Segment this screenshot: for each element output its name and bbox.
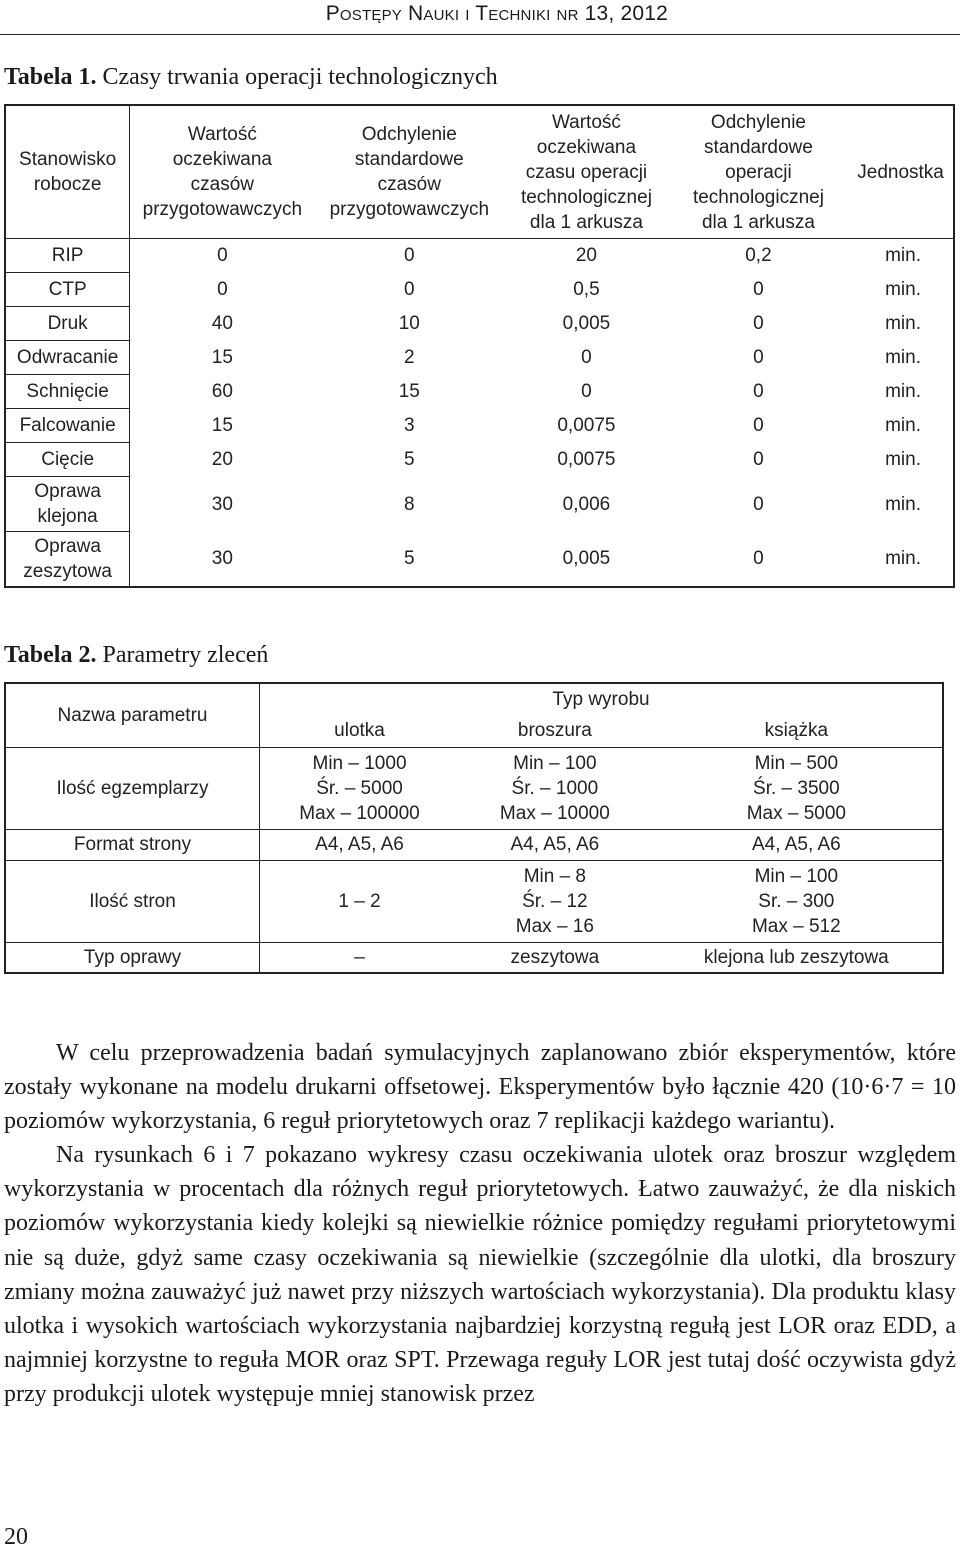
table1-cell: 0 (753, 347, 764, 368)
table1-row-label: Oprawa klejona (5, 477, 130, 532)
table1-row-label: Schnięcie (5, 375, 130, 409)
table1-cell: min. (885, 279, 921, 300)
table2-cell: Min – 500 Śr. – 3500 Max – 5000 (651, 747, 943, 829)
table1-cell: 2 (404, 347, 415, 368)
table2 (4, 682, 944, 974)
table1-cell: min. (885, 381, 921, 402)
table1-cell: 0,2 (669, 239, 848, 273)
body-paragraph: W celu przeprowadzenia badań symulacyjnych zaplanowano zbiór eksperymentów, które zostały wykonane na modelu drukarni offsetowej. Eksperymentów było łącznie 420 (10·6·7 = 10 poziomów wykorzystania, 6 reguł priorytetowych oraz 7 replikacji każdego wariantu). (4, 1040, 956, 1135)
running-head: Postępy Nauki i Techniki nr 13, 2012 (325, 2, 668, 25)
table1-row-label: Oprawa zeszytowa (5, 532, 130, 588)
header-rule (0, 34, 960, 35)
table1-cell: 30 (211, 493, 233, 515)
table1-cell: 0 (753, 493, 764, 515)
table2-cell: A4, A5, A6 (260, 829, 460, 860)
table2-cell: Min – 100 Śr. – 1000 Max – 10000 (459, 747, 651, 829)
table1-cell: 0 (314, 239, 504, 273)
table2-type-broszura: broszura (459, 715, 651, 747)
body-paragraph: Na rysunkach 6 i 7 pokazano wykresy czasu oczekiwania ulotek oraz broszur względem wykorzystania w procentach dla różnych reguł priorytetowych. Łatwo zauważyć, że dla niskich poziomów wykorzystania kiedy kolejki są niewielkie różnice pomiędzy regułami priorytetowymi nie są duże, gdyż same czasy oczekiwania są niewielkie (szczególnie dla ulotki, dla broszury zmiany można zauważyć już nawet przy niższych wartościach wykorzystania). Dla produktu klasy ulotka i wysokich wartościach wykorzystania najbardziej korzystną regułą jest LOR oraz EDD, a najmniej korzystne to reguła MOR oraz SPT. Przewaga reguły LOR jest tutaj dość oczywista gdyż przy produkcji ulotek występuje mniej stanowisk przez (4, 1142, 956, 1407)
table1-cell: 15 (398, 381, 420, 402)
table1-header-cell: Wartość oczekiwana czasu operacji technologicznej dla 1 arkusza (520, 111, 652, 233)
table2-param-header: Nazwa parametru (5, 683, 260, 747)
table1-cell: 40 (211, 313, 233, 334)
table1-header-cell: Odchylenie standardowe czasów przygotowawczych (329, 124, 490, 220)
table1-row (5, 477, 954, 532)
table1-cell: min. (885, 347, 921, 368)
table2-caption-text: Parametry zleceń (102, 642, 269, 668)
table1-cell: 0 (753, 415, 764, 436)
table2-row-name: Typ oprawy (5, 942, 260, 973)
table1-cell: 20 (504, 239, 669, 273)
table1-cell: min. (885, 493, 921, 515)
table2-cell: Min – 1000 Śr. – 5000 Max – 100000 (260, 747, 460, 829)
table1-cell: 20 (211, 449, 233, 470)
table2-cell: Min – 100 Sr. – 300 Max – 512 (651, 860, 943, 942)
table2-row-name: Ilość egzemplarzy (5, 747, 260, 829)
table1-row-label: CTP (5, 273, 130, 307)
table2-caption (4, 642, 268, 669)
table2-caption-label: Tabela 2. (4, 642, 97, 668)
table2-type-ulotka: ulotka (260, 715, 460, 747)
table1-cell: 0 (753, 381, 764, 402)
table1-cell: min. (885, 548, 921, 570)
table2-group-header: Typ wyrobu (260, 683, 944, 715)
table1-row-label: Falcowanie (5, 409, 130, 443)
table1-row (5, 307, 954, 341)
table1-row (5, 532, 954, 588)
table2-cell: klejona lub zeszytowa (651, 942, 943, 973)
table2-cell: – (260, 942, 460, 973)
table1-cell: 8 (404, 493, 415, 515)
table1-cell: 0,005 (562, 313, 611, 334)
table1-cell: 3 (404, 415, 415, 436)
table1-row (5, 239, 954, 273)
table1-cell: 0,005 (562, 548, 611, 570)
table1-cell: min. (885, 313, 921, 334)
table1-cell: 0,006 (562, 493, 611, 515)
table1-cell: 0 (753, 313, 764, 334)
table1 (4, 104, 955, 588)
table2-cell: 1 – 2 (260, 860, 460, 942)
table1-cell: 0 (217, 279, 228, 300)
table1-row-label: Cięcie (5, 443, 130, 477)
table1-cell: 0 (404, 279, 415, 300)
table1-row (5, 375, 954, 409)
table1-row-label: RIP (5, 239, 130, 273)
table2-cell: Min – 8 Śr. – 12 Max – 16 (459, 860, 651, 942)
table1-cell: 0 (581, 381, 592, 402)
table1-row (5, 443, 954, 477)
table1-cell: 0 (130, 239, 315, 273)
table2-cell: zeszytowa (459, 942, 651, 973)
table1-header-cell: Jednostka (857, 161, 944, 183)
table1-cell: 0 (581, 347, 592, 368)
table1-caption-text: Czasy trwania operacji technologicznych (102, 64, 498, 90)
table1-caption (4, 64, 498, 91)
body-text (4, 1036, 956, 1411)
table1-cell: 0,5 (573, 279, 600, 300)
table1-header-cell: Stanowisko robocze (5, 105, 130, 239)
page-number: 20 (4, 1524, 28, 1550)
table1-cell: 5 (404, 449, 415, 470)
table1-body (5, 105, 954, 587)
table2-cell: A4, A5, A6 (459, 829, 651, 860)
table1-caption-label: Tabela 1. (4, 64, 97, 90)
table1-cell: 10 (398, 313, 420, 334)
table1-row (5, 341, 954, 375)
table1-cell: 15 (211, 347, 233, 368)
table2-row-name: Ilość stron (5, 860, 260, 942)
table1-cell: 0 (753, 548, 764, 570)
table1-cell: min. (848, 239, 954, 273)
table1-cell: 30 (211, 548, 233, 570)
table1-cell: 0,0075 (557, 415, 616, 436)
table1-cell: 5 (404, 548, 415, 570)
table1-cell: 0 (753, 449, 764, 470)
table2-row-name: Format strony (5, 829, 260, 860)
table1-cell: 0,0075 (557, 449, 616, 470)
table1-cell: 15 (211, 415, 233, 436)
table2-type-ksiazka: książka (651, 715, 943, 747)
table1-row (5, 273, 954, 307)
table1-header-cell: Wartość oczekiwana czasów przygotowawczych (142, 124, 303, 220)
table1-row (5, 409, 954, 443)
table1-cell: 60 (211, 381, 233, 402)
table2-cell: A4, A5, A6 (651, 829, 943, 860)
table1-row-label: Odwracanie (5, 341, 130, 375)
table1-cell: min. (885, 449, 921, 470)
table1-header-cell: Odchylenie standardowe operacji technologicznej dla 1 arkusza (692, 111, 824, 233)
table1-cell: 0 (753, 279, 764, 300)
table1-cell: min. (885, 415, 921, 436)
table1-row-label: Druk (5, 307, 130, 341)
